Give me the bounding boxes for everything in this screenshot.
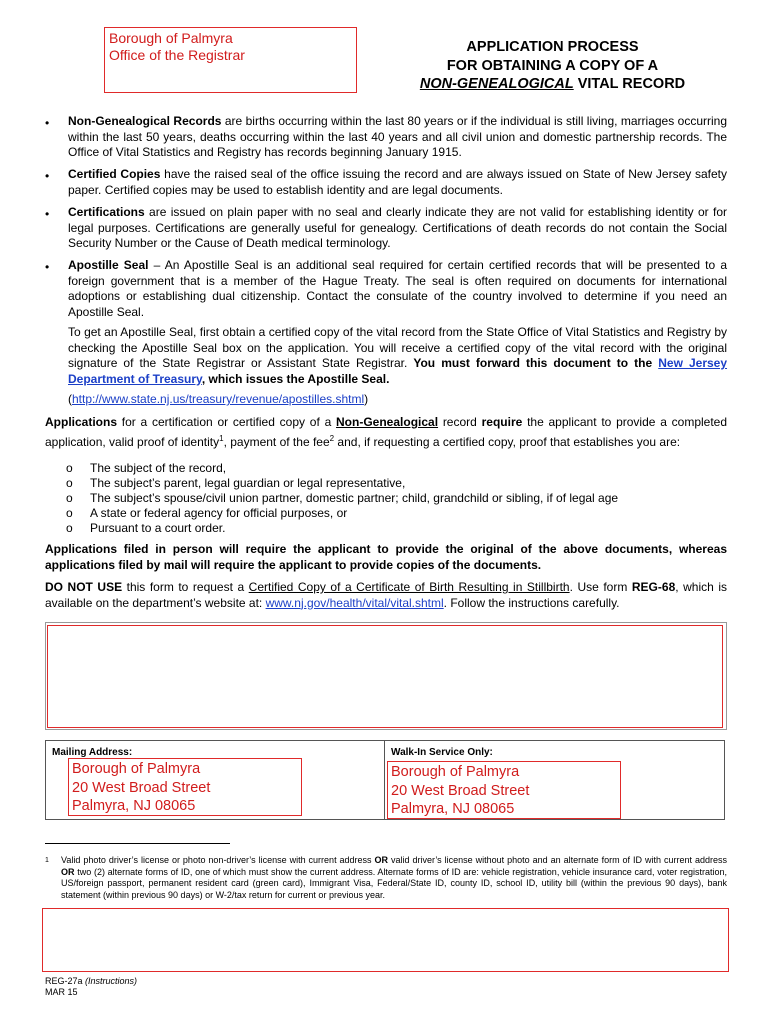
- applications-text: and, if requesting a certified copy, proof that establishes you are:: [334, 434, 681, 449]
- bullet-term: Certified Copies: [68, 167, 161, 181]
- bullet-non-genealogical: [68, 114, 727, 161]
- bullet-dot: •: [45, 260, 50, 274]
- bullet-text: – An Apostille Seal is an additional seal required for certain certified records that will be presented to a foreign government that is a member of the Hague Treaty. The seal is often required on documents for international adoptions or establishing dual citizenship. Contact the consulate of the country involved to determine if you need an Apostille Seal.: [68, 258, 727, 319]
- list-item-text: The subject’s spouse/civil union partner, domestic partner; child, grandchild or sibling, if of legal age: [90, 491, 619, 505]
- bullet-dot: •: [45, 116, 50, 130]
- apostille-bold: You must forward this document to the: [413, 356, 659, 371]
- bullet-apostille: [68, 258, 727, 320]
- list-marker: o: [66, 476, 73, 490]
- footnote-ref-1: 1: [219, 433, 224, 443]
- do-not-use-text: . Use form: [569, 580, 632, 594]
- walkin-line-3: Palmyra, NJ 08065: [391, 801, 515, 818]
- footnote-ref-2: 2: [329, 433, 335, 443]
- applications-require: require: [481, 415, 523, 429]
- walk-in-header: Walk-In Service Only:: [391, 747, 493, 758]
- bullet-certified-copies: [68, 167, 727, 198]
- form-reg-68: REG-68: [631, 580, 676, 594]
- walkin-line-2: 20 West Broad Street: [391, 782, 530, 799]
- address-table-divider: [384, 740, 385, 820]
- list-item-text: A state or federal agency for official purposes, or: [90, 506, 348, 520]
- form-identifier: [45, 976, 137, 998]
- in-person-paragraph: Applications filed in person will require the applicant to provide the original of the above documents, whereas applications filed by mail will require the applicant to provide copies of the documents.: [45, 542, 727, 572]
- applications-text: for a certification or certified copy of a: [117, 415, 337, 429]
- do-not-use-text: this form to request a: [122, 580, 249, 594]
- bullet-text: are issued on plain paper with no seal and clearly indicate they are not valid for establishing identity or for legal purposes. Certifications are generally useful for genealogy. Certifications of death records do not contain the Social Security Number or the Cause of Death medical terminology.: [68, 205, 727, 251]
- footnote-or: OR: [61, 866, 75, 877]
- mailing-line-3: Palmyra, NJ 08065: [72, 798, 196, 815]
- list-item: [66, 491, 618, 506]
- do-not-use-text: , which is available on the department’s website at:: [45, 580, 727, 610]
- office-dept: Office of the Registrar: [109, 47, 245, 63]
- document-title: [380, 38, 725, 94]
- bullet-dot: •: [45, 169, 50, 183]
- bullet-certifications: [68, 205, 727, 252]
- walkin-line-1: Borough of Palmyra: [391, 764, 520, 780]
- footnote-or: OR: [374, 855, 389, 865]
- footnote-divider: [45, 843, 230, 844]
- title-line-2: FOR OBTAINING A COPY OF A: [446, 57, 659, 74]
- eligibility-list: [66, 461, 618, 536]
- applications-text: the applicant to provide a completed application, valid proof of identity: [45, 415, 728, 449]
- list-marker: o: [66, 491, 73, 505]
- footnote-part: Valid photo driver’s license or photo non-driver’s license with current address: [61, 855, 375, 865]
- list-marker: o: [66, 521, 73, 535]
- do-not-use-bold: DO NOT USE: [45, 580, 123, 594]
- office-name: Borough of Palmyra: [109, 30, 233, 46]
- apostille-text: To get an Apostille Seal, first obtain a certified copy of the vital record from the State Office of Vital Statistics and Registry by checking the Apostille Seal box on the application. You will receive a certified copy of the vital record with the original signature of the State Registrar or Assistant State Registrar.: [68, 325, 727, 371]
- list-marker: o: [66, 506, 73, 520]
- applications-text: , payment of the fee: [223, 434, 330, 449]
- bullet-text: are births occurring within the last 80 years or if the individual is still living, marriages occurring within the last 50 years, deaths occurring within the last 40 years and all civil union and domestic partnership records. The Office of Vital Statistics and Registry has records beginning January 1915.: [68, 114, 727, 160]
- url-paren-close: ): [364, 392, 369, 406]
- form-kind: (Instructions): [85, 976, 138, 986]
- footnote-number: [45, 855, 61, 901]
- bottom-fill-field[interactable]: [42, 908, 729, 972]
- mailing-line-2: 20 West Broad Street: [72, 779, 211, 796]
- list-marker: o: [66, 461, 73, 475]
- footnote-num-sup: 1: [45, 857, 49, 864]
- list-item: [66, 506, 618, 521]
- list-item-text: The subject’s parent, legal guardian or legal representative,: [90, 476, 406, 490]
- blank-fill-field[interactable]: [47, 625, 723, 728]
- title-line-1: APPLICATION PROCESS: [466, 39, 639, 55]
- title-line-3-rest: VITAL RECORD: [573, 76, 686, 92]
- walk-in-address-box[interactable]: [387, 761, 621, 819]
- list-item: [66, 476, 618, 491]
- applications-text: record: [438, 415, 482, 429]
- bullet-term: Apostille Seal: [68, 258, 149, 272]
- footnote-part: valid driver’s license without photo and an alternate form of ID with current address: [388, 855, 727, 865]
- bullet-term: Certifications: [68, 205, 145, 219]
- bullet-dot: •: [45, 207, 50, 221]
- apostille-url-line: [68, 392, 727, 408]
- form-date: MAR 15: [45, 987, 78, 997]
- footnote-text: [61, 855, 727, 901]
- apostille-url-link[interactable]: http://www.state.nj.us/treasury/revenue/apostilles.shtml: [72, 392, 365, 406]
- mailing-address-box[interactable]: [68, 758, 302, 816]
- treasury-link[interactable]: New Jersey Department of Treasury: [68, 356, 728, 386]
- list-item-text: Pursuant to a court order.: [90, 521, 226, 535]
- bullet-text: have the raised seal of the office issuing the record and are always issued on State of New Jersey safety paper. Certified copies may be used to establish identity and are legal documents.: [68, 167, 728, 197]
- url-paren-open: (: [68, 392, 72, 406]
- footnote-1: [45, 855, 727, 901]
- vital-records-link[interactable]: www.nj.gov/health/vital/vital.shtml: [265, 595, 444, 610]
- title-line-3: [380, 75, 725, 94]
- bullet-term: Non-Genealogical Records: [68, 114, 222, 128]
- form-code: REG-27a: [45, 976, 86, 986]
- title-underlined-term: NON-GENEALOGICAL: [419, 76, 574, 92]
- applications-lead: Applications: [45, 415, 118, 429]
- apostille-bold-end: , which issues the Apostille Seal.: [201, 371, 390, 386]
- office-box: [104, 27, 357, 93]
- list-item-text: The subject of the record,: [90, 461, 227, 475]
- mailing-address-header: Mailing Address:: [52, 747, 133, 758]
- applications-ng-term: Non-Genealogical: [336, 415, 439, 429]
- footnote-part: two (2) alternate forms of ID, one of which must show the current address. Alternate forms of ID are: vehicle registration, vehicle insurance card, voter registration, US/foreign passport, permanent resident card (green card), Immigrant Visa, Federal/State ID, county ID, school ID, utility bill (within the previous 90 days), bank statement (within previous 90 days) or W-2/tax return for current or previous year.: [61, 866, 727, 900]
- list-item: [66, 521, 618, 536]
- list-item: [66, 461, 618, 476]
- do-not-use-paragraph: [45, 580, 727, 611]
- mailing-line-1: Borough of Palmyra: [72, 761, 201, 777]
- stillbirth-term: Certified Copy of a Certificate of Birth Resulting in Stillbirth: [248, 580, 570, 594]
- applications-paragraph: [45, 415, 727, 450]
- do-not-use-text: . Follow the instructions carefully.: [443, 595, 620, 610]
- apostille-paragraph: [68, 325, 727, 387]
